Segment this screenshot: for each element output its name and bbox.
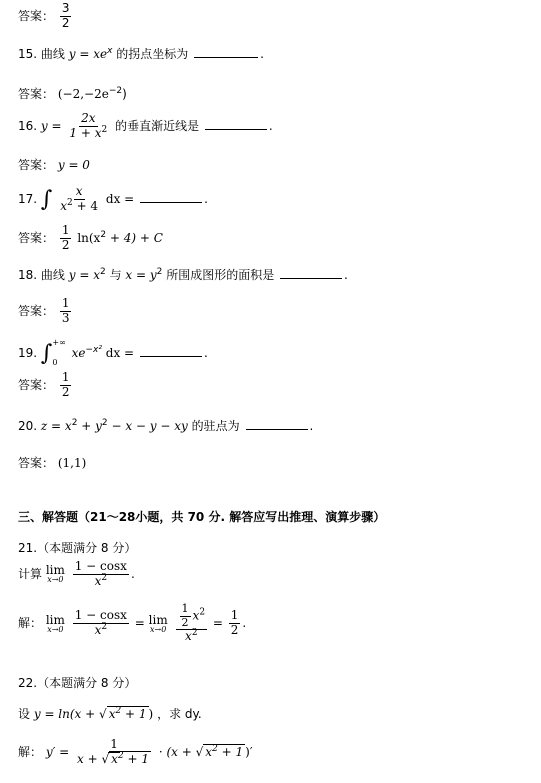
question-21: 计算 lim x→0 $\frac{1 - \cos x}{x^2}$ .: [18, 559, 135, 588]
question-19: 19. ∫ +∞ 0 $xe^{-x^2}$ dx = .: [18, 338, 208, 368]
limit: lim x→0: [148, 612, 168, 634]
fraction: $\frac{1}{2}$: [230, 608, 239, 638]
fraction: $\frac{2x}{1 + x^2}$: [69, 111, 108, 140]
sqrt-sign: √: [99, 707, 107, 721]
answer-19: 答案： $\frac{1}{2}$: [18, 370, 70, 399]
answer-label: 答案：: [18, 8, 55, 23]
answer-15: 答案： $(-2,-2e^{-2})$: [18, 86, 127, 101]
compound-fraction: $\frac{1}{2}$ $x^2$ $x^2$: [176, 603, 208, 644]
question-22-header: 22.（本题满分 8 分）: [18, 676, 137, 690]
answer-blank[interactable]: [205, 129, 267, 130]
answer-blank[interactable]: [140, 356, 202, 357]
limit: lim x→0: [45, 563, 65, 585]
question-21-header: 21.（本题满分 8 分）: [18, 541, 137, 555]
answer-14: [18, 2, 73, 31]
fraction: $\frac{1}{2}$: [61, 370, 70, 399]
solution-21: 解： lim x→0 $\frac{1 - \cos x}{x^2}$ = lim x→0 $\frac{1}{2}$ $x^2$ $x^2$ = $\frac{1}{2}$ .: [18, 602, 247, 644]
answer-16: 答案： y = 0: [18, 158, 90, 172]
answer-blank[interactable]: [140, 202, 202, 203]
solution-label: 解：: [18, 616, 43, 631]
limit: lim x→0: [45, 612, 65, 634]
question-15: 15. 曲线 $y = xe^x$ 的拐点坐标为 .: [18, 46, 264, 61]
solution-22: 解： y′ = $\frac{1}{x + √ x^2 + 1}$ · (x + √ $x^2 + 1$ )′: [18, 737, 253, 766]
integral-sign: ∫: [40, 186, 53, 212]
fraction: $\frac{x}{x^2 + 4}$: [60, 184, 99, 213]
question-20: 20. $z = x^2 + y^2 - x - y$ − xy 的驻点为 .: [18, 418, 314, 433]
fraction: $\frac{1 - \cos x}{x^2}$: [74, 608, 127, 638]
answer-blank[interactable]: [246, 429, 308, 430]
question-16: 16. y = $\frac{2x}{1 + x^2}$ 的垂直渐近线是 .: [18, 111, 273, 140]
question-17: 17. ∫ $\frac{x}{x^2 + 4}$ dx = .: [18, 184, 208, 213]
fraction: $\frac{3}{2}$: [61, 1, 70, 30]
fraction: $\frac{1}{x + √ x^2 + 1}$: [77, 737, 150, 766]
question-18: 18. 曲线 $y = x^2$ 与 $x = y^2$ 所围成图形的面积是 .: [18, 267, 348, 282]
fraction: $\frac{1 - \cos x}{x^2}$: [74, 559, 127, 588]
answer-17: 答案： $\frac{1}{2}$ $\ln(x^2 + 4) + C$: [18, 223, 163, 252]
answer-18: 答案： $\frac{1}{3}$: [18, 296, 70, 325]
answer-blank[interactable]: [194, 57, 258, 58]
fraction: $\frac{1}{3}$: [61, 296, 70, 325]
integral-sign: ∫: [40, 340, 53, 366]
answer-blank[interactable]: [280, 278, 342, 279]
question-22: 设 y = ln(x + √ $x^2 + 1$ ) ，求 dy.: [18, 706, 202, 721]
fraction: $\frac{1}{2}$: [61, 223, 70, 252]
section-heading: 三、解答题（21～28小题，共 70 分. 解答应写出推理、演算步骤）: [18, 510, 386, 524]
answer-20: 答案： (1,1): [18, 456, 87, 470]
